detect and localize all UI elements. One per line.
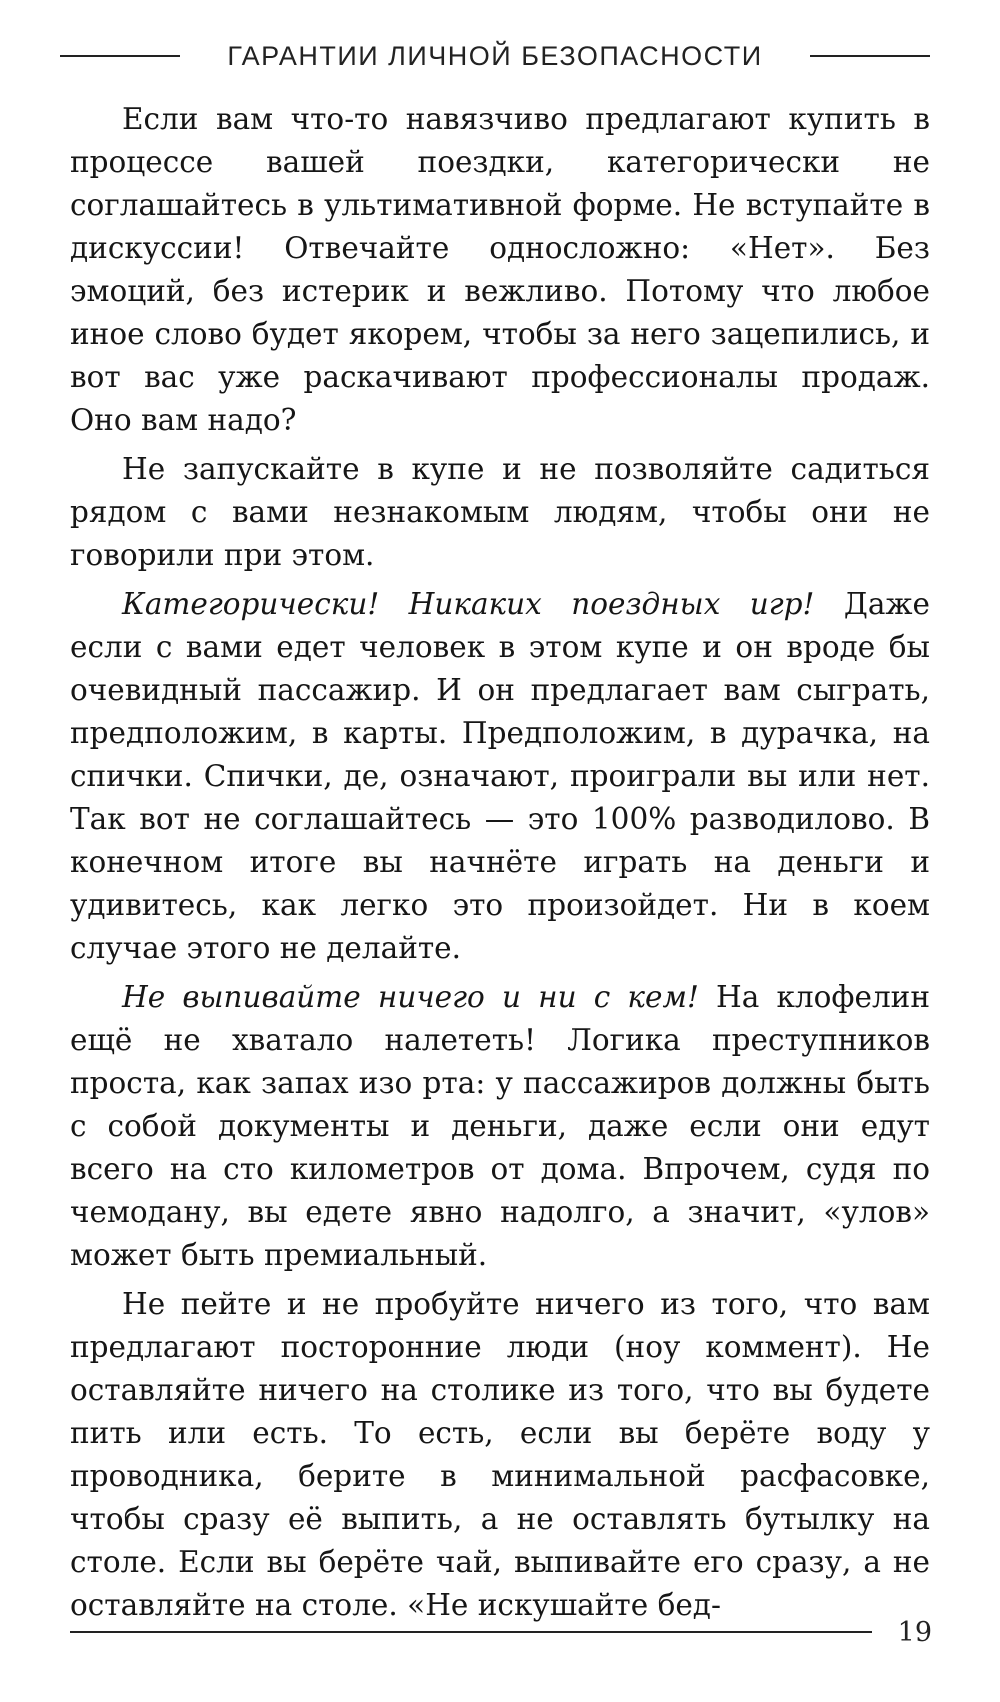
header-rule-left: [60, 55, 180, 57]
page-number: 19: [897, 1616, 932, 1648]
paragraph-text: Не пейте и не пробуйте ничего из того, что вам предлагают посторонние люди (ноу коммент). Не оставляйте ничего на столике из того, что вы будете пить или есть. То есть, если вы берёте воду у проводника, берите в минимальной расфасовке, чтобы сразу её выпить, а не оставлять бутылку на столе. Если вы берёте чай, выпивайте его сразу, а не оставляйте на столе. «Не искушайте бед-: [70, 1287, 930, 1622]
paragraph-text: На клофелин ещё не хватало налететь! Логика преступников проста, как запах изо рта: у пассажиров должны быть с собой документы и деньги, даже если они едут всего на сто километров от дома. Впрочем, судя по чемодану, вы едете явно надолго, а значит, «улов» может быть премиальный.: [70, 980, 931, 1272]
paragraph-4: [70, 976, 930, 1277]
page-footer: [70, 1612, 932, 1652]
running-title: ГАРАНТИИ ЛИЧНОЙ БЕЗОПАСНОСТИ: [227, 40, 763, 71]
paragraph-text: Если вам что-то навязчиво предлагают купить в процессе вашей поездки, категорически не соглашайтесь в ультимативной форме. Не вступайте в дискуссии! Отвечайте односложно: «Нет». Без эмоций, без истерик и вежливо. Потому что любое иное слово будет якорем, чтобы за него зацепились, и вот вас уже раскачивают профессионалы продаж. Оно вам надо?: [70, 102, 930, 437]
paragraph-1: [70, 98, 930, 442]
paragraph-5: [70, 1283, 930, 1627]
running-header: [60, 36, 930, 76]
paragraph-lead-italic: Категорически! Никаких поездных игр!: [122, 587, 815, 621]
paragraph-text: Не запускайте в купе и не позволяйте садиться рядом с вами незнакомым людям, чтобы они не говорили при этом.: [70, 452, 930, 572]
footer-rule: [70, 1631, 872, 1633]
paragraph-2: [70, 448, 930, 577]
header-rule-right: [810, 55, 930, 57]
paragraph-lead-italic: Не выпивайте ничего и ни с кем!: [122, 980, 699, 1014]
paragraph-text: Даже если с вами едет человек в этом купе и он вроде бы очевидный пассажир. И он предлагает вам сыграть, предположим, в карты. Предположим, в дурачка, на спички. Спички, де, означают, проиграли вы или нет. Так вот не соглашайтесь — это 100% разводилово. В конечном итоге вы начнёте играть на деньги и удивитесь, как легко это произойдет. Ни в коем случае этого не делайте.: [70, 587, 930, 965]
body-text: [70, 98, 930, 1633]
paragraph-3: [70, 583, 930, 970]
